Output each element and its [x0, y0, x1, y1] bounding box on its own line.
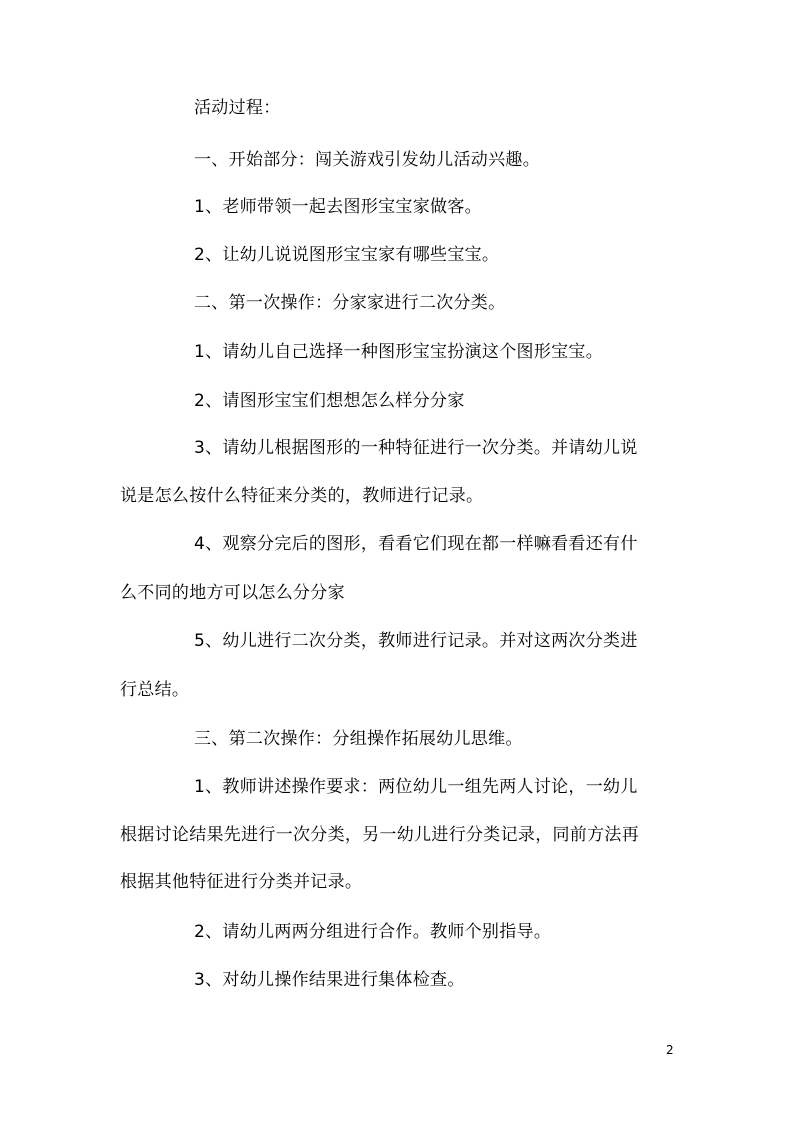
- paragraph-line: 2、请幼儿两两分组进行合作。教师个别指导。: [194, 922, 552, 942]
- paragraph-line: 3、请幼儿根据图形的一种特征进行一次分类。并请幼儿说: [194, 438, 638, 458]
- paragraph-line: 1、请幼儿自己选择一种图形宝宝扮演这个图形宝宝。: [194, 342, 604, 362]
- paragraph-line: 2、让幼儿说说图形宝宝家有哪些宝宝。: [194, 245, 500, 265]
- page-number: 2: [666, 1043, 674, 1057]
- paragraph-line: 4、观察分完后的图形，看看它们现在都一样嘛看看还有什: [194, 534, 638, 554]
- paragraph-line: 根据讨论结果先进行一次分类，另一幼儿进行分类记录，同前方法再: [120, 825, 639, 845]
- paragraph-line: 1、教师讲述操作要求：两位幼儿一组先两人讨论，一幼儿: [194, 777, 638, 797]
- paragraph-line: 根据其他特征进行分类并记录。: [120, 872, 363, 892]
- paragraph-line: 一、开始部分：闯关游戏引发幼儿活动兴趣。: [194, 150, 540, 170]
- paragraph-line: 么不同的地方可以怎么分分家: [120, 583, 345, 603]
- section-heading: 活动过程：: [194, 98, 281, 118]
- paragraph-line: 行总结。: [120, 680, 190, 700]
- paragraph-line: 5、幼儿进行二次分类，教师进行记录。并对这两次分类进: [194, 631, 638, 651]
- paragraph-line: 说是怎么按什么特征来分类的，教师进行记录。: [120, 486, 484, 506]
- paragraph-line: 三、第二次操作：分组操作拓展幼儿思维。: [194, 729, 523, 749]
- paragraph-line: 1、老师带领一起去图形宝宝家做客。: [194, 197, 482, 217]
- paragraph-line: 2、请图形宝宝们想想怎么样分分家: [194, 391, 465, 411]
- paragraph-line: 二、第一次操作：分家家进行二次分类。: [194, 293, 506, 313]
- paragraph-line: 3、对幼儿操作结果进行集体检查。: [194, 970, 465, 990]
